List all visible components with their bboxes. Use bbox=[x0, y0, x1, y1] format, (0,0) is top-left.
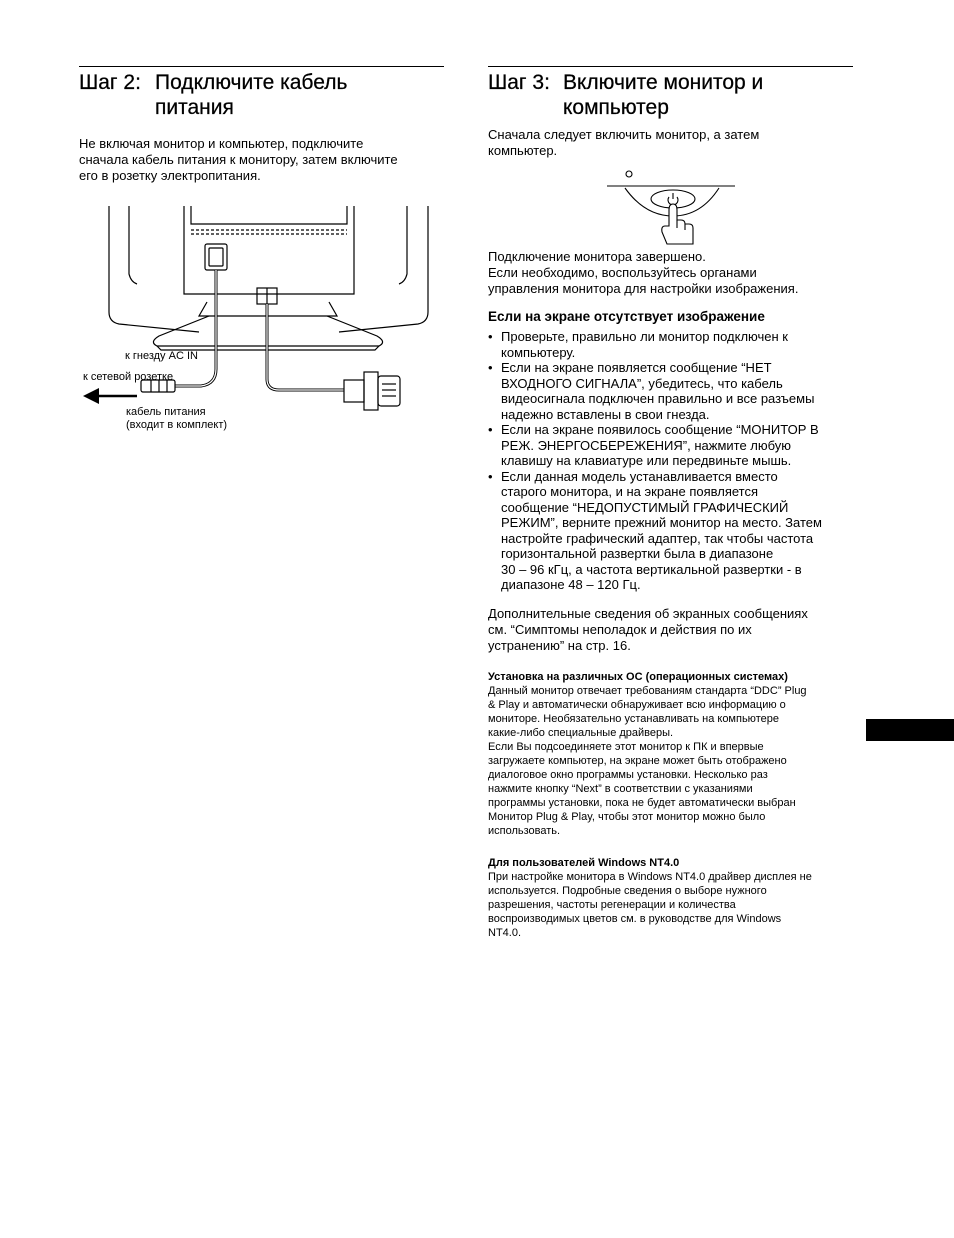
list-item: • Если на экране появилось сообщение “МОНИТОР В РЕЖ. ЭНЕРГОСБЕРЕЖЕНИЯ”, нажмите любую клавишу на клавиатуре или передвиньте мышь. bbox=[488, 422, 853, 469]
step3-number: Шаг 3: bbox=[488, 71, 550, 94]
label-outlet: к сетевой розетке bbox=[83, 371, 174, 383]
step2-heading bbox=[79, 70, 444, 122]
step3-title: Включите монитор и компьютер bbox=[563, 71, 764, 119]
step3-after-figure: Подключение монитора завершено. Если необходимо, воспользуйтесь органами управления монитора для настройки изображения. bbox=[488, 249, 799, 296]
step2-number: Шаг 2: bbox=[79, 71, 141, 94]
nt-heading: Для пользователей Windows NT4.0 bbox=[488, 857, 680, 869]
section-thumb-tab bbox=[866, 719, 954, 741]
power-indicator-icon bbox=[626, 171, 632, 177]
list-item: • Проверьте, правильно ли монитор подключен к компьютеру. bbox=[488, 329, 853, 360]
more-info-text: Дополнительные сведения об экранных сообщениях см. “Симптомы неполадок и действия по их устранению” на стр. 16. bbox=[488, 606, 808, 653]
step2-title: Подключите кабель питания bbox=[155, 71, 348, 119]
power-button-figure bbox=[605, 166, 740, 251]
os-body: Данный монитор отвечает требованиям стандарта “DDC” Plug & Play и автоматически обнаруживает всю информацию о мониторе. Необязательно устанавливать на компьютере какие-либо специальные драйверы. Если Вы подсоединяете этот монитор к ПК и впервые загружаете компьютер, на экране может быть отображено диалоговое окно программы установки. Несколько раз нажмите кнопку “Next” в соответствии с указаниями программы установки, пока не будет автоматически выбран Монитор Plug & Play, чтобы этот монитор можно было использовать. bbox=[488, 685, 807, 837]
label-power-cable: кабель питания (входит в комплект) bbox=[126, 406, 228, 431]
step2-body: Не включая монитор и компьютер, подключите сначала кабель питания к монитору, затем включите его в розетку электропитания. bbox=[79, 136, 398, 183]
troubleshoot-list bbox=[488, 329, 853, 593]
step2-top-rule bbox=[79, 66, 444, 67]
step3-top-rule bbox=[488, 66, 853, 67]
nt-body: При настройке монитора в Windows NT4.0 драйвер дисплея не используется. Подробные сведения о выборе нужного разрешения, частоты регенерации и количества воспроизводимых цветов см. в руководстве для Windows NT4.0. bbox=[488, 871, 812, 939]
step3-heading bbox=[488, 70, 853, 122]
list-item: • Если данная модель устанавливается вместо старого монитора, и на экране появляется сообщение “НЕДОПУСТИМЫЙ ГРАФИЧЕСКИЙ РЕЖИМ”, верните прежний монитор на место. Затем настройте графический адаптер, так чтобы частота горизонтальной развертки была в диапазоне 30 – 96 кГц, а частота вертикальной развертки - в диапазоне 48 – 120 Гц. bbox=[488, 469, 853, 593]
no-image-heading: Если на экране отсутствует изображение bbox=[488, 309, 765, 324]
os-heading: Установка на различных ОС (операционных системах) bbox=[488, 671, 788, 683]
step3-intro: Сначала следует включить монитор, а затем компьютер. bbox=[488, 127, 760, 158]
label-ac-in: к гнезду AC IN bbox=[125, 350, 198, 362]
list-item: • Если на экране появляется сообщение “НЕТ ВХОДНОГО СИГНАЛА”, убедитесь, что кабель видеосигнала подключен правильно и все разъемы надежно вставлены в свои гнезда. bbox=[488, 360, 853, 422]
